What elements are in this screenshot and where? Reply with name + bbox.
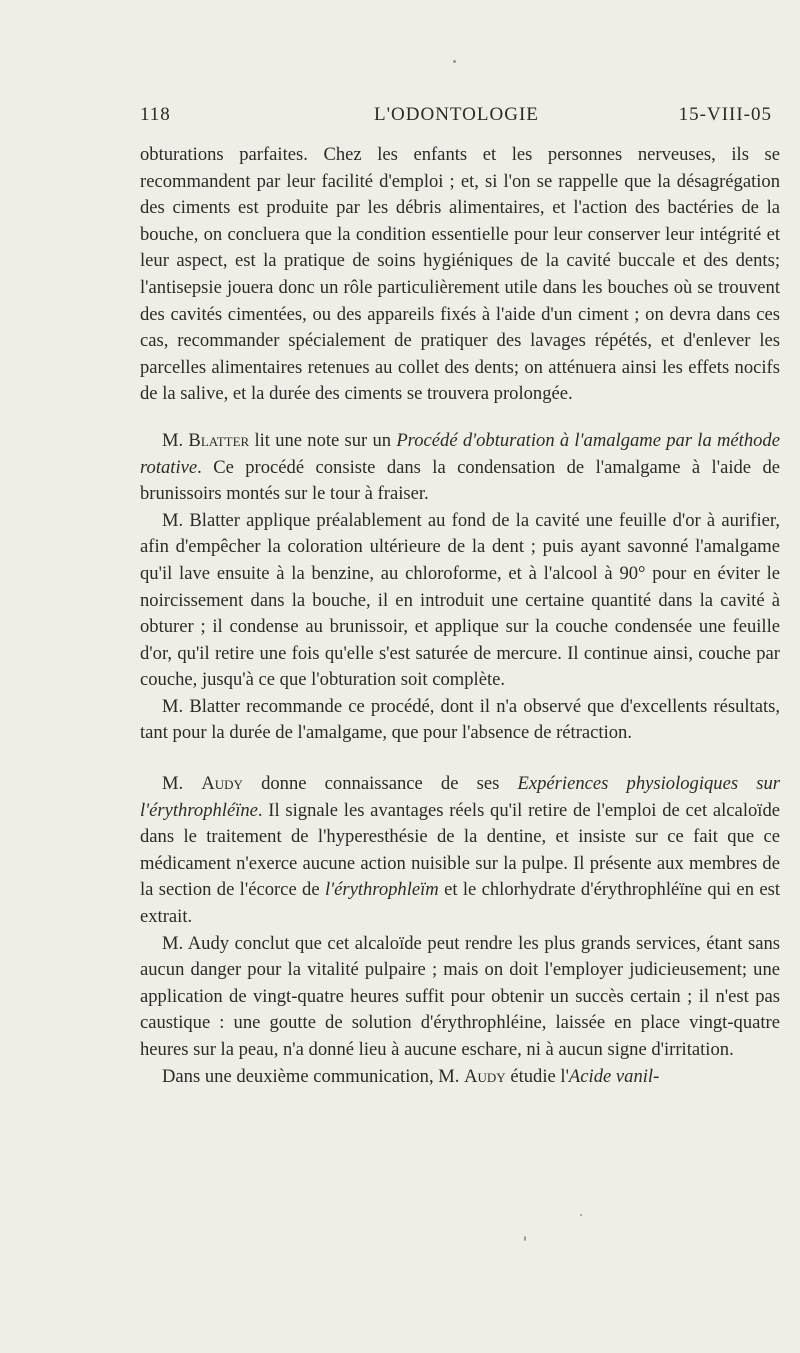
- paper-speck: [524, 1236, 526, 1241]
- author-name: Blatter: [188, 429, 250, 451]
- author-name: Audy: [201, 773, 243, 795]
- plant-name: l'érythrophleïm: [324, 879, 439, 901]
- communication-title: Acide vanil-: [568, 1065, 660, 1087]
- paragraph-audy-second-communication: [140, 1064, 780, 1091]
- paragraph-text: étudie l': [505, 1065, 569, 1087]
- paragraph-text: donne connaissance de ses: [242, 773, 518, 795]
- running-header: [140, 104, 772, 130]
- paragraph-blatter-method: M. Blatter applique préalablement au fond de la cavité une feuille d'or à aurifier, afin d'empêcher la coloration ultérieure de la dent ; puis ayant savonné l'amalgame qu'il lave ensuite à la benzine, au chloroforme, et à l'alcool à 90° pour en éviter le noircissement dans la bouche, il en introduit une certaine quantité dans la cavité à obturer ; il condense au brunissoir, et applique sur la couche condensée une feuille d'or, qu'il retire une fois qu'elle s'est saturée de mercure. Il continue ainsi, couche par couche, jusqu'à ce que l'obturation soit complète.: [140, 509, 780, 691]
- paragraph-cements-hygiene: obturations parfaites. Chez les enfants et les personnes nerveuses, ils se recommandent par leur facilité d'emploi ; et, si l'on se rappelle que la désagrégation des ciments est produite par les débris alimentaires, et l'action des bactéries de la bouche, on concluera que la condition essentielle pour leur conserver leur intégrité et leur aspect, est la pratique de soins hygiéniques de la cavité buccale et des dents; l'antisepsie jouera donc un rôle particulièrement utile dans les bouches où se trouvent des cavités cimentées, ou des appareils fixés à l'aide d'un ciment ; on devra dans ces cas, recommander spécialement de pratiquer des lavages répétés, et d'enlever les parcelles alimentaires retenues au collet des dents; on atténuera ainsi les effets nocifs de la salive, et la durée des ciments se trouvera prolongée.: [140, 144, 780, 405]
- paragraph-prefix: M.: [162, 429, 189, 451]
- paragraph-text: Dans une deuxième communication, M.: [162, 1065, 465, 1087]
- author-name: Audy: [464, 1065, 506, 1087]
- paragraph-text: . Ce procédé consiste dans la condensation de l'amalgame à l'aide de brunissoirs montés sur le tour à fraiser.: [140, 456, 780, 505]
- paper-speck: [453, 60, 456, 63]
- paragraph-prefix: M.: [162, 773, 202, 795]
- paragraph-audy-experiments: [140, 771, 780, 931]
- paragraph-audy-conclusion: M. Audy conclut que cet alcaloïde peut rendre les plus grands services, étant sans aucun danger pour la vitalité pulpaire ; mais on doit l'employer judicieusement; une application de vingt-quatre heures suffit pour obtenir un succès certain ; il n'est pas caustique : une goutte de solution d'érythrophléine, laissée en place vingt-quatre heures sur la peau, n'a donné lieu à aucune eschare, ni à aucun signe d'irritation.: [140, 932, 780, 1060]
- paragraph-text: lit une note sur un: [249, 429, 397, 451]
- issue-date: 15-VIII-05: [678, 104, 772, 125]
- running-title: L'ODONTOLOGIE: [374, 104, 539, 125]
- body-text: [140, 142, 780, 1090]
- paragraph-blatter-recommendation: M. Blatter recommande ce procédé, dont il n'a observé que d'excellents résultats, tant pour la durée de l'amalgame, que pour l'absence de rétraction.: [140, 695, 780, 744]
- communication-title: Procédé d'obturation à l'amalgame par la méthode rotative: [140, 429, 780, 478]
- paragraph-blatter-note: [140, 428, 780, 508]
- page-number: 118: [140, 104, 171, 125]
- communication-title: Expériences physiologiques sur l'érythrophléïne: [140, 773, 780, 821]
- paragraph-text: et le chlorhydrate d'érythrophléïne qui en est extrait.: [140, 879, 780, 928]
- paragraph-text: . Il signale les avantages réels qu'il retire de l'emploi de cet alcaloïde dans le traitement de l'hyperesthésie de la dentine, et insiste sur ce fait que ce médicament n'exerce aucune action nuisible sur la pulpe. Il présente aux membres de la section de l'écorce de: [140, 799, 780, 901]
- paper-speck: [580, 1214, 582, 1216]
